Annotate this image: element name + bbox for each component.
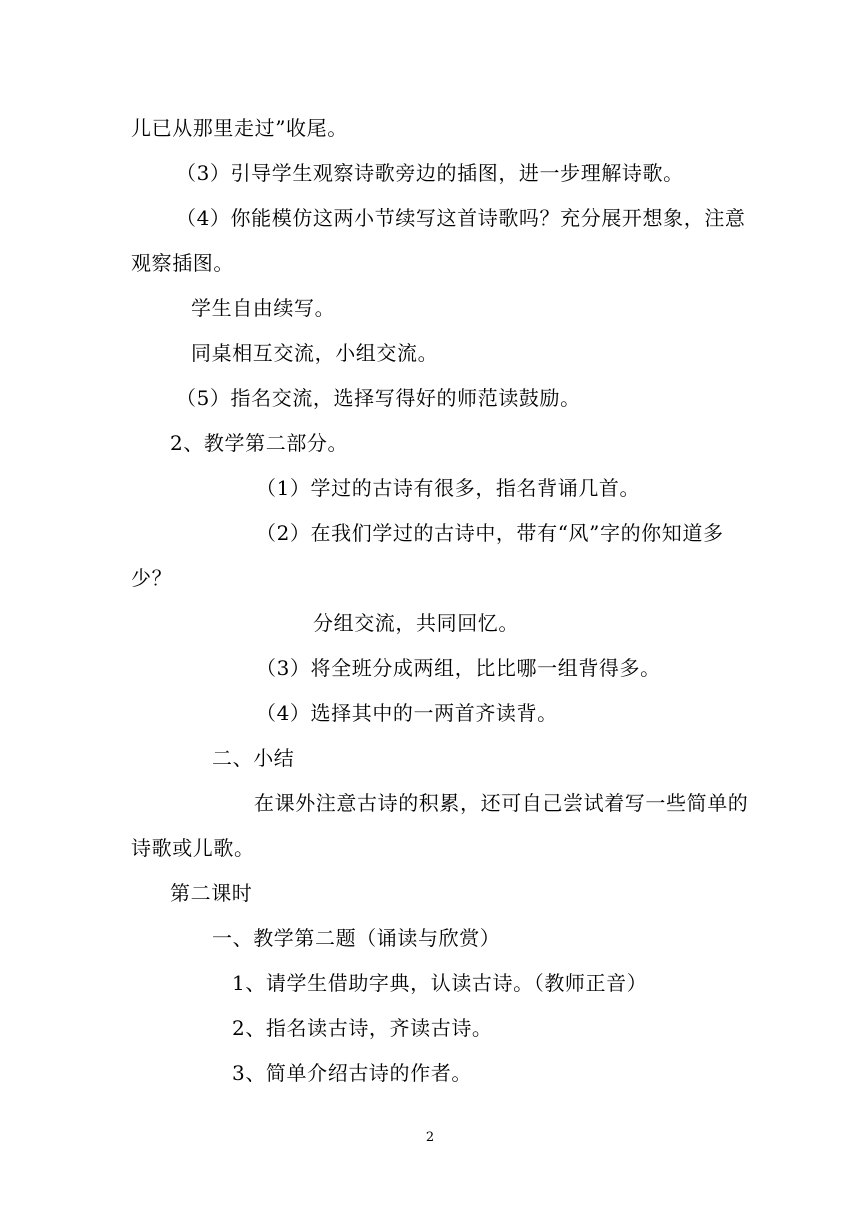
text-line: 同桌相互交流，小组交流。 bbox=[191, 341, 439, 365]
page-number: 2 bbox=[425, 1130, 435, 1145]
text-line: 儿已从那里走过”收尾。 bbox=[131, 116, 348, 140]
text-line: （3）将全班分成两组，比比哪一组背得多。 bbox=[256, 656, 661, 680]
section-heading: 二、小结 bbox=[212, 746, 295, 770]
section-heading: 第二课时 bbox=[170, 881, 253, 905]
text-line: 少？ bbox=[131, 566, 173, 590]
text-line: 观察插图。 bbox=[131, 251, 234, 275]
text-line: 1、请学生借助字典，认读古诗。（教师正音） bbox=[232, 971, 648, 995]
text-line: （5）指名交流，选择写得好的师范读鼓励。 bbox=[176, 386, 581, 410]
text-line: 2、指名读古诗，齐读古诗。 bbox=[232, 1016, 493, 1040]
section-heading: 一、教学第二题（诵读与欣赏） bbox=[212, 926, 501, 950]
text-line: 学生自由续写。 bbox=[191, 296, 336, 320]
text-line: （3）引导学生观察诗歌旁边的插图，进一步理解诗歌。 bbox=[176, 161, 684, 185]
text-line: 2、教学第二部分。 bbox=[170, 431, 349, 455]
text-line: 诗歌或儿歌。 bbox=[131, 836, 255, 860]
text-line: 分组交流，共同回忆。 bbox=[313, 611, 519, 635]
text-line: （4）你能模仿这两小节续写这首诗歌吗？充分展开想象，注意 bbox=[176, 206, 746, 230]
text-line: （4）选择其中的一两首齐读背。 bbox=[256, 701, 558, 725]
text-line: 3、简单介绍古诗的作者。 bbox=[232, 1061, 472, 1085]
text-line: 在课外注意古诗的积累，还可自己尝试着写一些简单的 bbox=[254, 791, 749, 815]
text-line: （1）学过的古诗有很多，指名背诵几首。 bbox=[256, 476, 641, 500]
text-line: （2）在我们学过的古诗中，带有“风”字的你知道多 bbox=[256, 521, 724, 545]
